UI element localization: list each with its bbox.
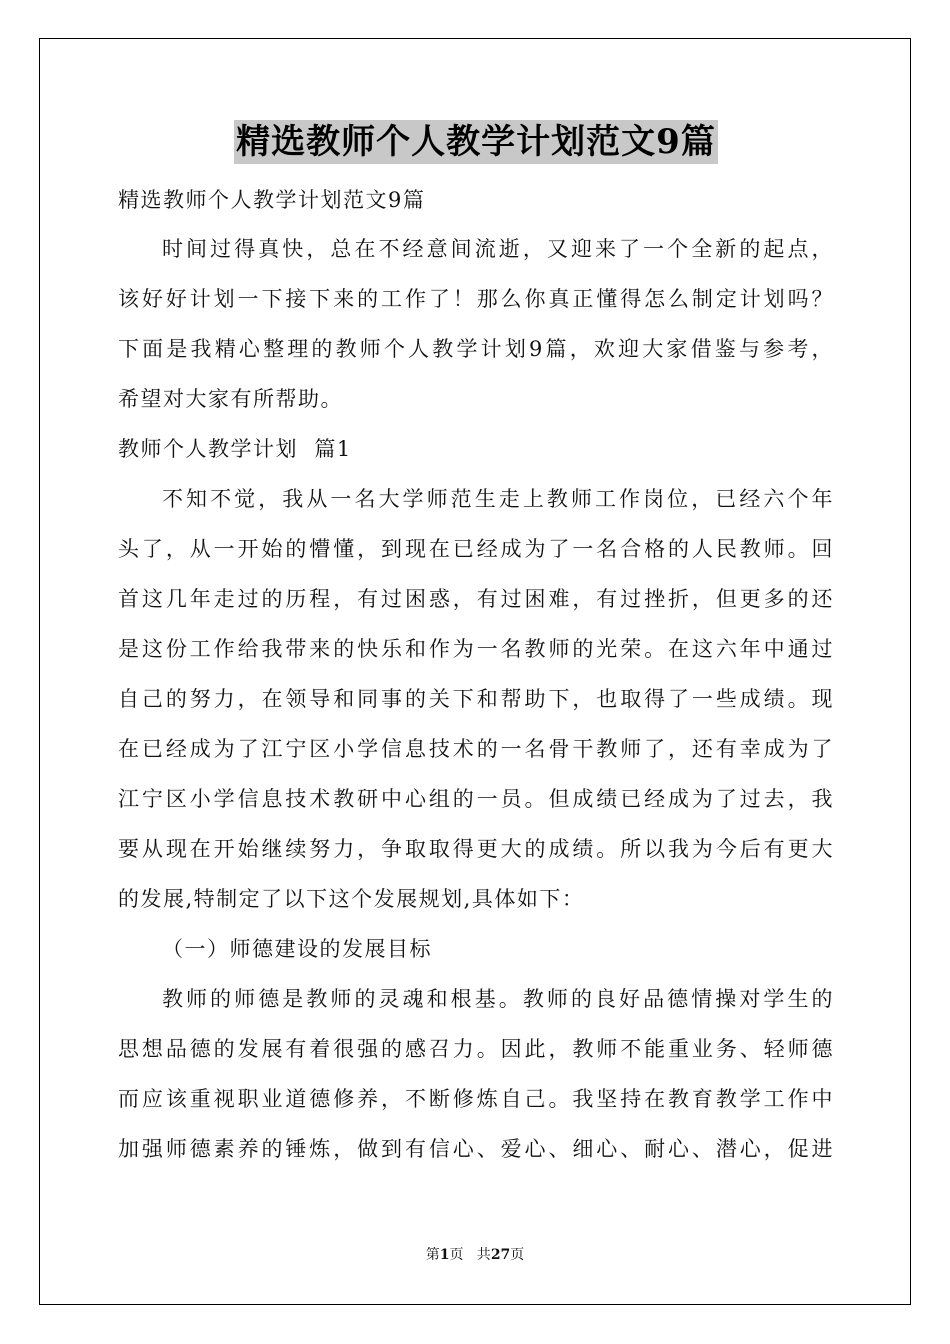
body-line: 在已经成为了江宁区小学信息技术的一名骨干教师了，还有幸成为了 (118, 737, 834, 761)
intro-line: 时间过得真快，总在不经意间流逝，又迎来了一个全新的起点， (162, 237, 834, 261)
body-line: 江宁区小学信息技术教研中心组的一员。但成绩已经成为了过去，我 (118, 787, 834, 811)
ethics-line: 而应该重视职业道德修养，不断修炼自己。我坚持在教育教学工作中 (118, 1087, 834, 1111)
document-title: 精选教师个人教学计划范文9篇 (236, 122, 716, 162)
intro-line: 该好好计划一下接下来的工作了！那么你真正懂得怎么制定计划吗？ (118, 287, 834, 311)
document-content (118, 120, 834, 1174)
ethics-line: 加强师德素养的锤炼，做到有信心、爱心、细心、耐心、潜心，促进 (118, 1137, 834, 1161)
page-footer (0, 1244, 950, 1264)
subtitle-line: 精选教师个人教学计划范文9篇 (118, 188, 426, 212)
body-line: 头了，从一开始的懵懂，到现在已经成为了一名合格的人民教师。回 (118, 537, 834, 561)
footer-page-total: 27 (490, 1247, 511, 1263)
ethics-paragraph (118, 974, 834, 1174)
title-wrap (118, 120, 834, 176)
body-paragraph (118, 474, 834, 924)
footer-page-mid: 页 共 (449, 1247, 491, 1263)
section-heading: 教师个人教学计划 篇1 (118, 437, 352, 461)
ethics-line: 教师的师德是教师的灵魂和根基。教师的良好品德情操对学生的 (162, 987, 834, 1011)
body-line: 不知不觉，我从一名大学师范生走上教师工作岗位，已经六个年 (162, 487, 834, 511)
body-line: 是这份工作给我带来的快乐和作为一名教师的光荣。在这六年中通过 (118, 637, 834, 661)
footer-page-prefix: 第 (425, 1247, 440, 1263)
ethics-subheading: （一）师德建设的发展目标 (162, 937, 432, 961)
intro-paragraph (118, 224, 834, 424)
body-line: 首这几年走过的历程，有过困惑，有过困难，有过挫折，但更多的还 (118, 587, 834, 611)
body-line: 要从现在开始继续努力，争取取得更大的成绩。所以我为今后有更大 (118, 837, 834, 861)
footer-page-current: 1 (439, 1247, 450, 1263)
body-line: 自己的努力，在领导和同事的关下和帮助下，也取得了一些成绩。现 (118, 687, 834, 711)
intro-line: 希望对大家有所帮助。 (118, 387, 343, 411)
intro-line: 下面是我精心整理的教师个人教学计划9篇，欢迎大家借鉴与参考， (118, 337, 834, 361)
footer-page-suffix: 页 (510, 1247, 525, 1263)
body-line: 的发展,特制定了以下这个发展规划,具体如下： (118, 887, 585, 911)
ethics-line: 思想品德的发展有着很强的感召力。因此，教师不能重业务、轻师德 (118, 1037, 834, 1061)
